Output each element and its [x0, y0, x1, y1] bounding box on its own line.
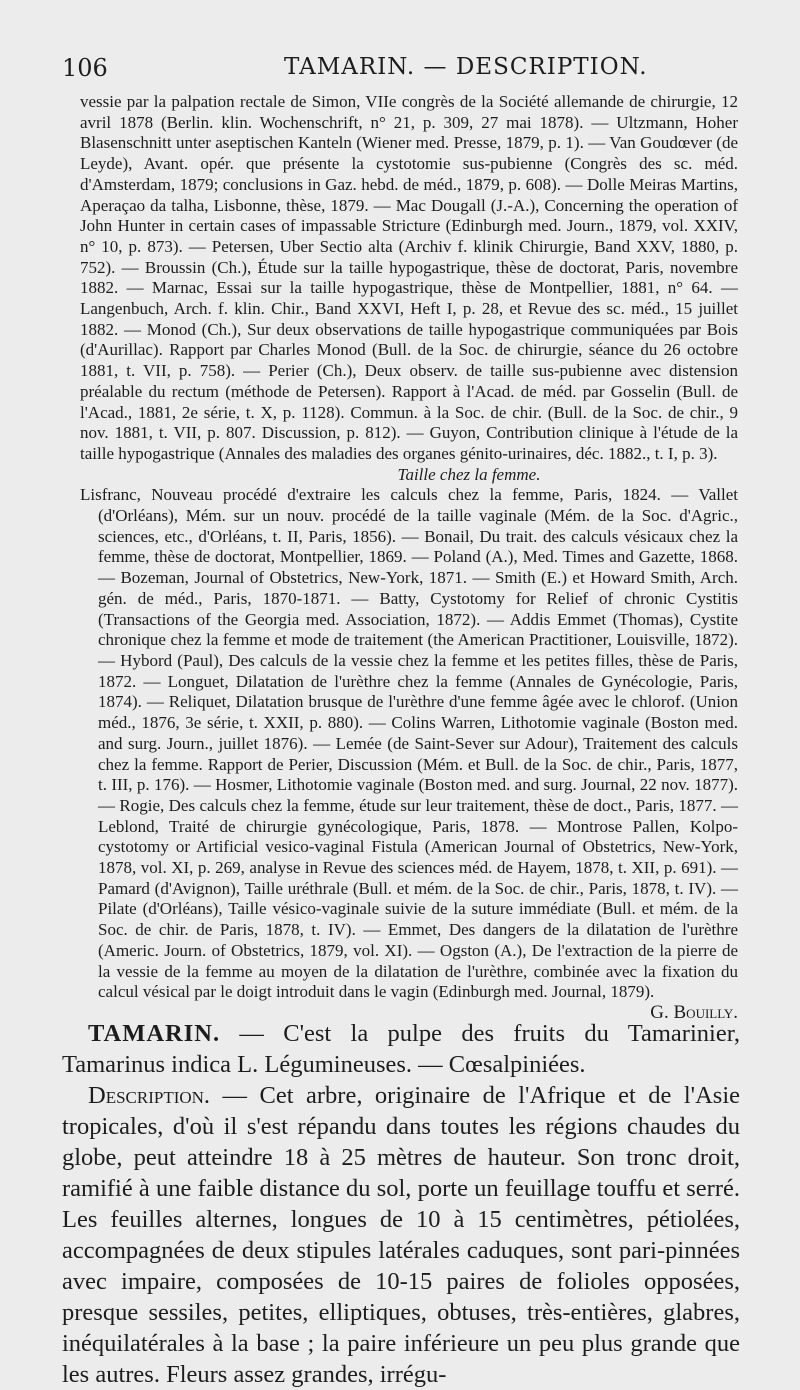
subsection-heading: Taille chez la femme.: [397, 464, 541, 484]
page-number: 106: [62, 54, 108, 82]
article-intro: [62, 1018, 740, 1080]
author-signature: G. Bouilly.: [650, 1001, 738, 1023]
description-label: Description.: [88, 1082, 211, 1109]
article-headword: TAMARIN.: [88, 1020, 221, 1047]
bibliography-section: [80, 92, 738, 1024]
article-intro-text: — C'est la pulpe des fruits du Tamarinier, Tamarinus indica L. Légumineuses. — Cœsalpiniées.: [62, 1020, 740, 1078]
running-header: [62, 54, 738, 86]
description-text: — Cet arbre, originaire de l'Afrique et de l'Asie tropicales, d'où il s'est répandu dans toutes les régions chaudes du globe, peut atteindre 18 à 25 mètres de hauteur. Son tronc droit, ramifié à une faible distance du sol, porte un feuillage touffu et serré. Les feuilles alternes, longues de 10 à 15 centimètres, pétiolées, accompagnées de deux stipules latérales caduques, sont pari-pinnées avec impaire, composées de 10-15 paires de folioles opposées, presque sessiles, petites, elliptiques, obtuses, très-entières, glabres, inéquilatérales à la base ; la paire inférieure un peu plus grande que les autres. Fleurs assez grandes, irrégu-: [62, 1082, 740, 1388]
article-tamarin: [62, 1018, 740, 1390]
article-description: [62, 1080, 740, 1390]
bibliography-paragraph: vessie par la palpation rectale de Simon, VIIe congrès de la Société allemande de chirurgie, 12 avril 1878 (Berlin. klin. Wochenschrift, n° 21, p. 309, 27 mai 1878). — Ultzmann, Hoher Blasenschnitt unter aseptischen Kanteln (Wiener med. Presse, 1879, p. 1). — Van Goudœver (de Leyde), Avant. opér. que présente la cystotomie sus-pubienne (Congrès des sc. méd. d'Amsterdam, 1879; conclusions in Gaz. hebd. de méd., 1879, p. 608). — Dolle Meiras Martins, Aperaçao da talha, Lisbonne, thèse, 1879. — Mac Dougall (J.-A.), Concerning the operation of John Hunter in certain cases of impassable Stricture (Edinburgh med. Journ., 1879, vol. XXIV, n° 10, p. 873). — Petersen, Uber Sectio alta (Archiv f. klinik Chirurgie, Band XXV, 1880, p. 752). — Broussin (Ch.), Étude sur la taille hypogastrique, thèse de doctorat, Paris, novembre 1882. — Marnac, Essai sur la taille hypogastrique, thèse de Montpellier, 1881, n° 64. — Langenbuch, Arch. f. klin. Chir., Band XXVI, Heft I, p. 28, et Revue des sc. méd., 15 juillet 1882. — Monod (Ch.), Sur deux observations de taille hypogastrique communiquées par Bois (d'Aurillac). Rapport par Charles Monod (Bull. de la Soc. de chirurgie, séance du 26 octobre 1881, t. VII, p. 758). — Perier (Ch.), Deux observ. de taille sus-pubienne avec distension préalable du rectum (méthode de Petersen). Rapport à l'Acad. de méd. par Gosselin (Bull. de l'Acad., 1881, 2e série, t. X, p. 1128). Commun. à la Soc. de chir. (Bull. de la Soc. de chir., 9 nov. 1881, t. VII, p. 807. Discussion, p. 812). — Guyon, Contribution clinique à l'étude de la taille hypogastrique (Annales des maladies des organes génito-urinaires, déc. 1882., t. I, p. 3).: [80, 92, 738, 463]
running-title: TAMARIN. — DESCRIPTION.: [284, 54, 648, 80]
bibliography-paragraph-women: Lisfranc, Nouveau procédé d'extraire les calculs chez la femme, Paris, 1824. — Vallet (d'Orléans), Mém. sur un nouv. procédé de la taille vaginale (Mém. de la Soc. d'Agric., sciences, etc., d'Orléans, t. II, Paris, 1856). — Bonail, Du trait. des calculs vésicaux chez la femme, thèse de doctorat, Montpellier, 1869. — Poland (A.), Med. Times and Gazette, 1868. — Bozeman, Journal of Obstetrics, New-York, 1871. — Smith (E.) et Howard Smith, Arch. gén. de méd., Paris, 1870-1871. — Batty, Cystotomy for Relief of chronic Cystitis (Transactions of the Georgia med. Association, 1872). — Addis Emmet (Thomas), Cystite chronique chez la femme et mode de traitement (the American Practitioner, Louisville, 1872). — Hybord (Paul), Des calculs de la vessie chez la femme et les petites filles, thèse de Paris, 1872. — Longuet, Dilatation de l'urèthre chez la femme (Annales de Gynécologie, Paris, 1874). — Reliquet, Dilatation brusque de l'urèthre d'une femme âgée avec le chlorof. (Union méd., 1876, 3e série, t. XXII, p. 880). — Colins Warren, Lithotomie vaginale (Boston med. and surg. Journ., juillet 1876). — Lemée (de Saint-Sever sur Adour), Traitement des calculs chez la femme. Rapport de Perier, Discussion (Mém. et Bull. de la Soc. de chir., Paris, 1877, t. III, p. 176). — Hosmer, Lithotomie vaginale (Boston med. and surg. Journal, 22 nov. 1877). — Rogie, Des calculs chez la femme, étude sur leur traitement, thèse de doct., Paris, 1877. — Leblond, Traité de chirurgie gynécologique, Paris, 1878. — Montrose Pallen, Kolpo-cystotomy or Artificial vesico-vaginal Fistula (American Journal of Obstetrics, New-York, 1878, vol. XI, p. 269, analyse in Revue des sciences méd. de Hayem, 1878, t. XII, p. 691). — Pamard (d'Avignon), Taille uréthrale (Bull. et mém. de la Soc. de chir., Paris, 1878, t. IV). — Pilate (d'Orléans), Taille vésico-vaginale suivie de la suture immédiate (Bull. et mém. de la Soc. de chir. de Paris, 1878, t. IV). — Emmet, Des dangers de la dilatation de l'urèthre (Americ. Journ. of Obstetrics, 1879, vol. XI). — Ogston (A.), De l'extraction de la pierre de la vessie de la femme au moyen de la dilatation de l'urèthre, combinée avec la fixation du calcul vésical par le doigt introduit dans le vagin (Edinburgh med. Journal, 1879).: [80, 485, 738, 1002]
